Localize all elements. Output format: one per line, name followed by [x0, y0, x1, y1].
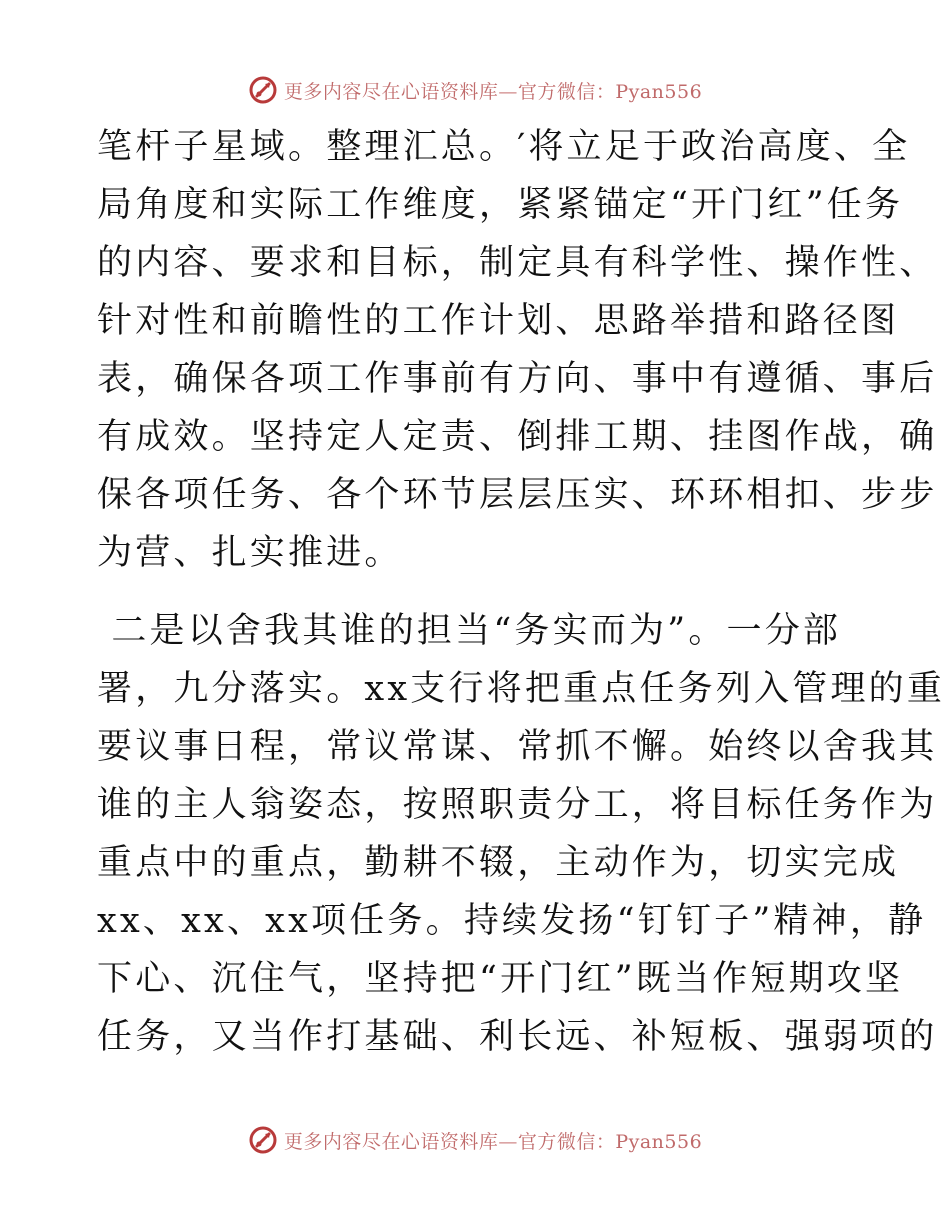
- banner-wechat: 官方微信：Pyan556: [517, 80, 703, 103]
- header-banner: [0, 72, 950, 108]
- document-body: [97, 118, 946, 1066]
- banner-text: [284, 77, 702, 104]
- text-line: 下心、沉住气，坚持把“开门红”既当作短期攻坚: [97, 959, 904, 999]
- text-line: 保各项任务、各个环节层层压实、环环相扣、步步: [97, 475, 938, 515]
- text-line: 表，确保各项工作事前有方向、事中有遵循、事后: [97, 359, 938, 399]
- banner-site-name: 更多内容尽在心语资料库: [283, 80, 499, 103]
- paragraph-1: [97, 118, 938, 582]
- text-line: 二是以舍我其谁的担当“务实而为”。一分部: [97, 611, 842, 651]
- footer-banner: [0, 1122, 950, 1158]
- text-line: 为营、扎实推进。: [97, 533, 403, 573]
- text-line: 重点中的重点，勤耕不辍，主动作为，切实完成: [97, 843, 900, 883]
- text-line: 有成效。坚持定人定责、倒排工期、挂图作战，确: [97, 417, 938, 457]
- text-line: 笔杆子星域。整理汇总。′将立足于政治高度、全: [97, 127, 911, 167]
- brand-logo-icon: [248, 75, 278, 105]
- text-line: xx、xx、xx项任务。持续发扬“钉钉子”精神，静: [97, 901, 927, 941]
- banner-text: [284, 1127, 702, 1154]
- text-line: 任务，又当作打基础、利长远、补短板、强弱项的: [97, 1017, 938, 1057]
- banner-site-name: 更多内容尽在心语资料库: [283, 1130, 499, 1153]
- text-line: 署，九分落实。xx支行将把重点任务列入管理的重: [97, 669, 946, 709]
- paragraph-2: [97, 602, 946, 1066]
- banner-wechat: 官方微信：Pyan556: [517, 1130, 703, 1153]
- text-line: 针对性和前瞻性的工作计划、思路举措和路径图: [97, 301, 900, 341]
- banner-separator: —: [498, 80, 518, 103]
- text-line: 的内容、要求和目标，制定具有科学性、操作性、: [97, 243, 938, 283]
- text-line: 局角度和实际工作维度，紧紧锚定“开门红”任务: [97, 185, 904, 225]
- brand-logo-icon: [248, 1125, 278, 1155]
- text-line: 要议事日程，常议常谋、常抓不懈。始终以舍我其: [97, 727, 938, 767]
- banner-separator: —: [498, 1130, 518, 1153]
- text-line: 谁的主人翁姿态，按照职责分工，将目标任务作为: [97, 785, 938, 825]
- paragraph-gap: [97, 582, 867, 602]
